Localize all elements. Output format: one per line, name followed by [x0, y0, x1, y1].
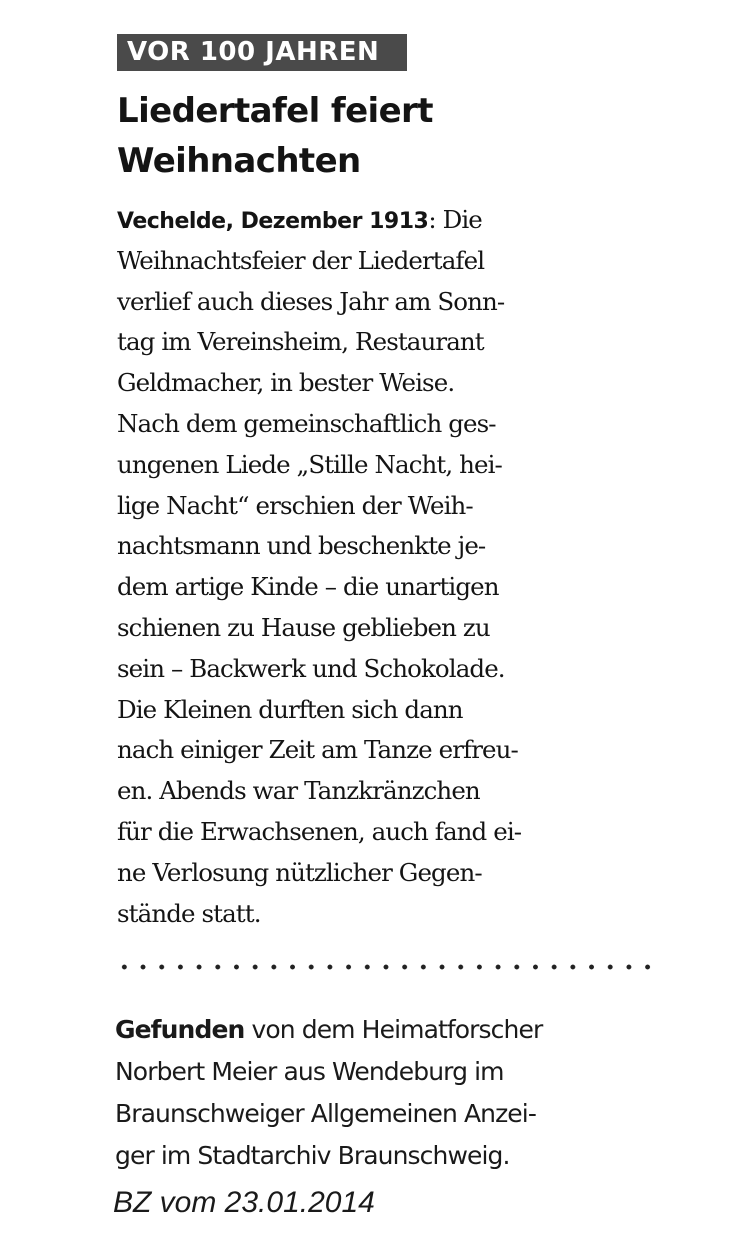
body-line: lige Nacht“ erschien der Weih- [117, 490, 473, 520]
body-line: ne Verlosung nützlicher Gegen- [117, 857, 482, 887]
body-line: Die Kleinen durften sich dann [117, 694, 463, 724]
credit-lead: Gefunden [115, 1015, 245, 1044]
body-line: stände statt. [117, 898, 261, 928]
credit-line: Norbert Meier aus Wendeburg im [115, 1057, 504, 1086]
body-text: : Die [428, 205, 482, 234]
headline-line: Liedertafel feiert [117, 91, 433, 131]
body-line: tag im Vereinsheim, Restaurant [117, 327, 484, 357]
credit-line: Braunschweiger Allgemeinen Anzei- [115, 1099, 536, 1128]
body-line: sein – Backwerk und Schokolade. [117, 653, 505, 683]
body-line: Geldmacher, in bester Weise. [117, 368, 455, 398]
body-line: en. Abends war Tanzkränzchen [117, 776, 480, 806]
body-line: nachtsmann und beschenkte je- [117, 531, 486, 561]
body-line: nach einiger Zeit am Tanze erfreu- [117, 735, 518, 765]
section-kicker: VOR 100 JAHREN [117, 34, 407, 71]
body-line: Weihnachtsfeier der Liedertafel [117, 245, 485, 275]
credit-line [115, 1009, 635, 1051]
source-note: BZ vom 23.01.2014 [113, 1186, 375, 1219]
body-line: ungenen Liede „Stille Nacht, hei- [117, 449, 502, 479]
body-line: Nach dem gemeinschaftlich ges- [117, 408, 496, 438]
credit-note [115, 1009, 635, 1177]
headline-line: Weihnachten [117, 141, 361, 181]
body-line: für die Erwachsenen, auch fand ei- [117, 816, 522, 846]
dotted-divider [115, 962, 660, 972]
body-line: verlief auch dieses Jahr am Sonn- [117, 286, 505, 316]
body-line: dem artige Kinde – die unartigen [117, 572, 499, 602]
dateline: Vechelde, Dezember 1913 [117, 209, 429, 234]
article-body [117, 200, 637, 934]
body-line [117, 200, 637, 241]
article-headline [117, 86, 677, 186]
body-line: schienen zu Hause geblieben zu [117, 612, 490, 642]
credit-text: von dem Heimatforscher [244, 1015, 543, 1044]
credit-line: ger im Stadtarchiv Braunschweig. [115, 1141, 510, 1170]
